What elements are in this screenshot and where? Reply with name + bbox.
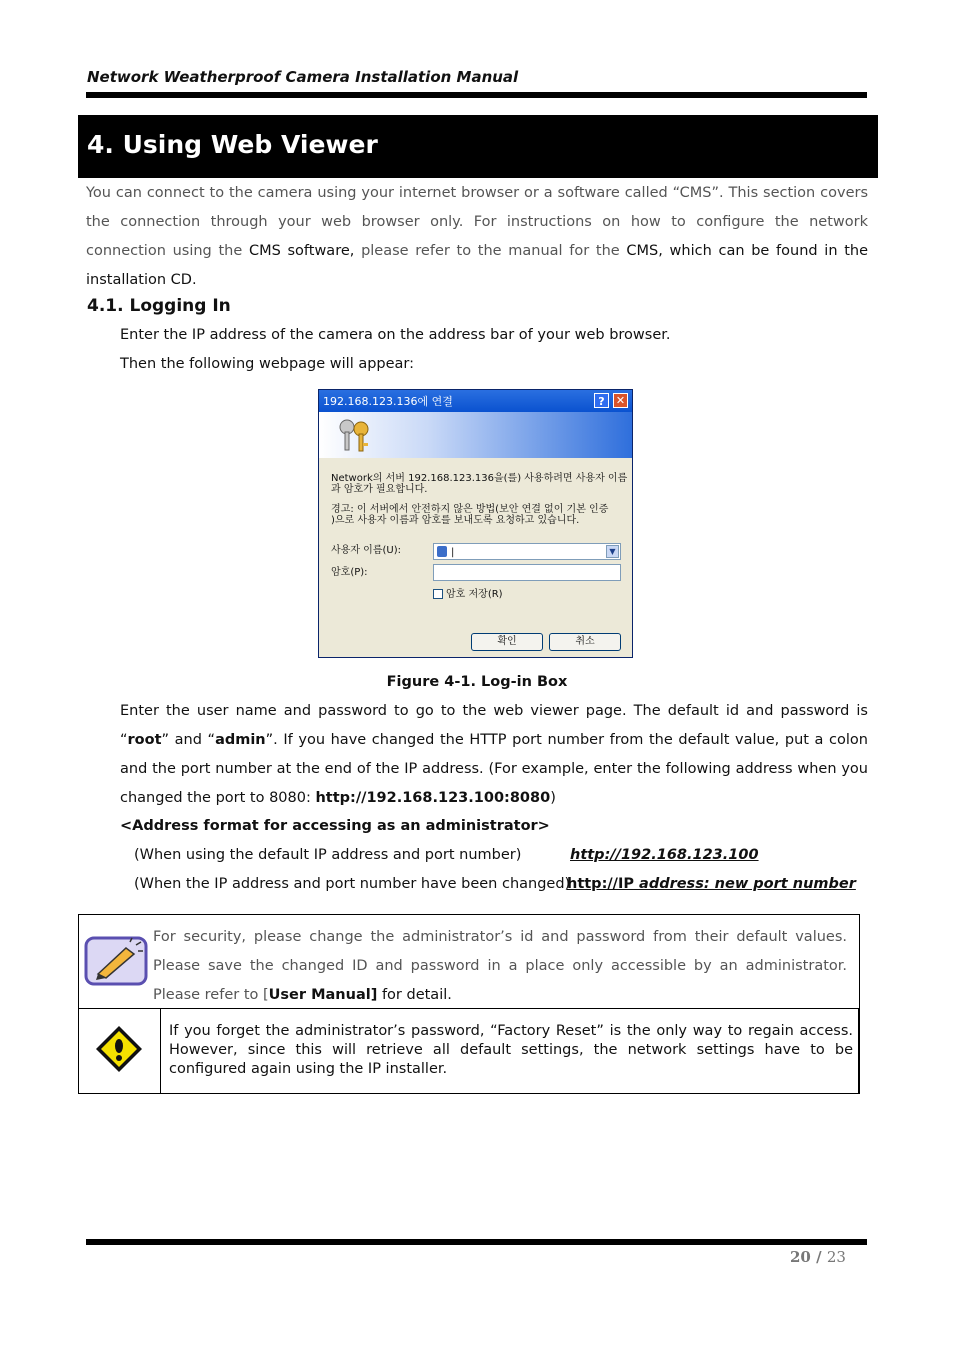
cancel-button[interactable]: 취소 [549, 633, 621, 651]
username-field[interactable] [433, 543, 621, 560]
page-current: 20 [790, 1248, 811, 1266]
close-icon[interactable]: ✕ [613, 393, 628, 408]
changed-address-link-b: address: new port number [633, 876, 856, 892]
security-note-tail: for detail. [377, 987, 452, 1003]
figure-caption: Figure 4-1. Log-in Box [386, 674, 568, 690]
dialog-message-1b: 과 암호가 필요합니다. [331, 484, 428, 495]
default-id: root [127, 732, 162, 748]
para2-text-1: Enter the user name and password to go to the web viewer page. The default id and password is “ [120, 703, 868, 748]
header-rule [86, 92, 867, 98]
dialog-titlebar [319, 390, 632, 412]
help-icon[interactable]: ? [594, 393, 609, 408]
example-url: http://192.168.123.100:8080 [315, 790, 551, 806]
page-separator: / [810, 1248, 827, 1266]
changed-address-link[interactable] [567, 876, 856, 892]
section-title: 4. Using Web Viewer [87, 130, 378, 159]
keys-icon [335, 417, 375, 453]
intro-cms-software: CMS software, [248, 243, 355, 259]
instruction-line-1: Enter the IP address of the camera on the address bar of your web browser. [120, 327, 671, 343]
dialog-title: 192.168.123.136에 연결 [323, 395, 453, 408]
intro-text-1: You can connect to the camera using your internet browser or a software called “CMS”. This section covers the connection through your web browser only. For instructions on how to configure the network connection using the [86, 185, 868, 259]
dialog-message-2a: 경고: 이 서버에서 안전하지 않은 방법(보안 연결 없이 기본 인증 [331, 504, 609, 515]
chevron-down-icon[interactable]: ▼ [606, 545, 619, 558]
page-total: 23 [826, 1248, 846, 1266]
instruction-line-2: Then the following webpage will appear: [120, 356, 415, 372]
password-field[interactable] [433, 564, 621, 581]
dialog-banner [319, 412, 632, 458]
dialog-message-1a: Network의 서버 192.168.123.136을(를) 사용하려면 사용자 이름 [331, 473, 628, 484]
security-note-text: For security, please change the administrator’s id and password from their default values. Please save the changed ID and password in a place only accessible by an administrator. Please refer to [ [153, 929, 847, 1003]
intro-paragraph [86, 179, 868, 295]
default-address-link[interactable]: http://192.168.123.100 [570, 847, 759, 863]
remember-password-label: 암호 저장(R) [446, 589, 503, 600]
subsection-title: 4.1. Logging In [87, 296, 231, 316]
address-format-heading: <Address format for accessing as an administrator> [120, 818, 550, 834]
default-address-label: (When using the default IP address and port number) [134, 847, 522, 863]
remember-password-checkbox[interactable] [433, 589, 443, 599]
changed-address-link-a: http://IP [567, 876, 634, 892]
para2-text-4: ) [550, 790, 556, 806]
login-paragraph [120, 697, 868, 813]
user-icon [437, 546, 447, 557]
warning-note: If you forget the administrator’s password, “Factory Reset” is the only way to regain access. However, since this will retrieve all default settings, the network settings have to be configured again using the IP installer. [169, 1023, 853, 1077]
para2-text-2: ” and “ [161, 732, 216, 748]
security-note [153, 923, 847, 1010]
intro-text-2: please refer to the manual for the [354, 243, 627, 259]
password-label: 암호(P): [331, 567, 368, 578]
para2-text-3: ”. If you have changed the HTTP port number from the default value, put a colon and the port number at the end of the IP address. (For example, enter the following address when you changed the port to 8080: [120, 732, 868, 806]
user-manual-reference: User Manual] [268, 987, 378, 1003]
login-dialog [318, 389, 633, 658]
username-label: 사용자 이름(U): [331, 545, 401, 556]
warning-icon [94, 1024, 144, 1074]
username-value: | [451, 547, 455, 558]
page-number [790, 1248, 846, 1266]
dialog-message-2b: )으로 사용자 이름과 암호를 보내도록 요청하고 있습니다. [331, 515, 580, 526]
notes-right-border [858, 1008, 860, 1094]
changed-address-label: (When the IP address and port number have been changed) [134, 876, 571, 892]
pencil-note-icon [84, 936, 148, 986]
footer-rule [86, 1239, 867, 1245]
ok-button[interactable]: 확인 [471, 633, 543, 651]
intro-cms-cd: CMS, which can be found in the installation CD. [86, 243, 869, 288]
notes-column-divider [160, 1008, 161, 1094]
document-header-title: Network Weatherproof Camera Installation Manual [87, 68, 519, 86]
default-password: admin [215, 732, 266, 748]
